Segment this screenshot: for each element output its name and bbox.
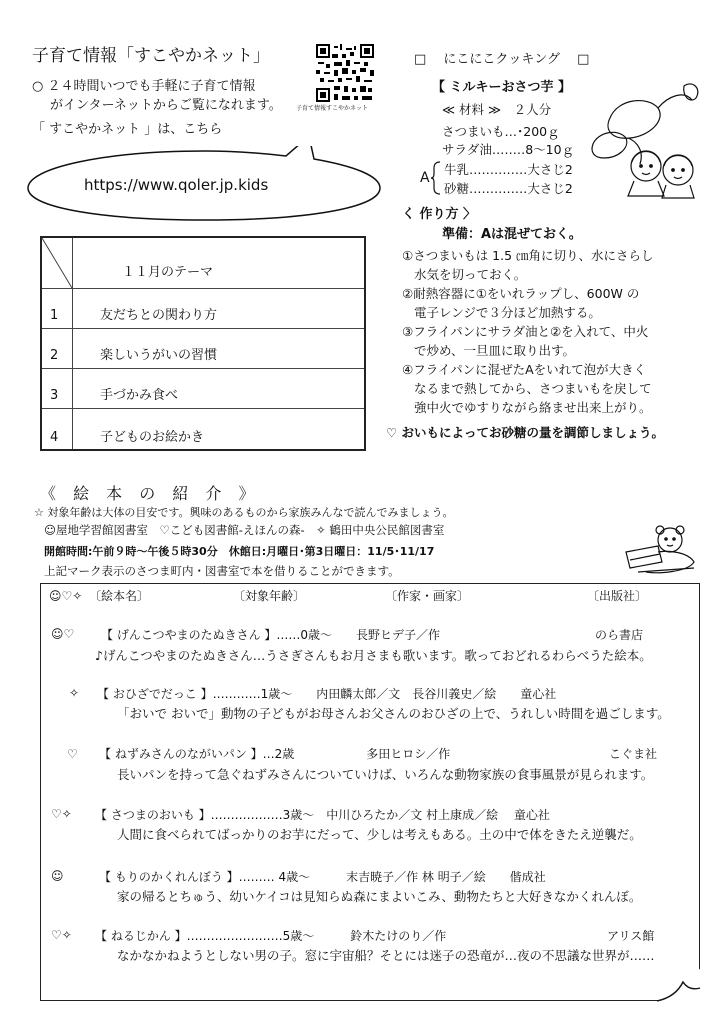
book-title-line: 【 おひざでだっこ 】…………1歳～ 内田麟太郎／文 長谷川義史／絵 童心社 bbox=[97, 687, 557, 701]
recipe-method-label: く 作り方 〉 bbox=[402, 207, 477, 222]
book-description: 長いパンを持って急ぐねずみさんについていけば、いろんな動物家族の食事風景が見られます。 bbox=[117, 767, 654, 782]
qr-code-icon[interactable] bbox=[316, 44, 374, 102]
kosodate-line1: ○ ２４時間いつでも手軽に子育て情報 bbox=[32, 79, 256, 94]
recipe-ingredient: 砂糖…………‥大さじ2 bbox=[444, 181, 573, 196]
book-marks: ✧ bbox=[69, 686, 80, 700]
book-title-line: 【 ねるじかん 】……………………5歳～ 鈴木たけのり／作 bbox=[95, 929, 447, 943]
recipe-ingredient: さつまいも…･200ｇ bbox=[442, 124, 560, 139]
theme-num: 4 bbox=[50, 430, 59, 445]
book-marks: ☺ bbox=[51, 869, 64, 883]
book-publisher: のら書店 bbox=[595, 628, 644, 642]
book-description: 人間に食べられてばっかりのお芋にだって、少しは考えもある。土の中で体をきたえ逆襲だ。 bbox=[117, 827, 642, 842]
recipe-note: ♡ おいもによってお砂糖の量を調節しましょう。 bbox=[386, 425, 665, 440]
theme-num: 3 bbox=[50, 388, 59, 403]
mark-note: 上記マーク表示のさつま町内・図書室で本を借りることができます。 bbox=[44, 564, 400, 578]
books-title: 《 絵 本 の 紹 介 》 bbox=[40, 484, 261, 503]
folded-corner bbox=[657, 968, 701, 1002]
recipe-ingredient: サラダ油……‥8～10ｇ bbox=[442, 142, 575, 157]
book-description: 「おいで おいで」動物の子どもがお母さんお父さんのおひざの上で、うれしい時間を過ごします。 bbox=[117, 706, 670, 721]
book-publisher: こぐま社 bbox=[609, 747, 658, 761]
book-header-publisher: 〔出版社〕 bbox=[587, 589, 648, 603]
book-marks: ♡✧ bbox=[51, 928, 72, 942]
recipe-ingredient: 牛乳…………‥大さじ2 bbox=[444, 162, 573, 177]
url-link[interactable]: https://www.qoler.jp.kids bbox=[84, 176, 269, 194]
recipe-step: ①さつまいもは 1.5 ㎝角に切り、水にさらし bbox=[402, 248, 654, 263]
book-header-age: 〔対象年齢〕 bbox=[233, 589, 306, 603]
theme-text: 手づかみ食べ bbox=[100, 388, 179, 403]
theme-row bbox=[42, 408, 364, 450]
table-corner-diagonal bbox=[42, 238, 72, 288]
book-title-line: 【 げんこつやまのたぬきさん 】……0歳～ 長野ヒデ子／作 bbox=[101, 628, 441, 642]
recipe-step: なるまで熱してから、さつまいもを戻して bbox=[414, 381, 652, 396]
theme-num: 2 bbox=[50, 348, 59, 363]
kosodate-line3: 「 すこやかネット 」は、こちら bbox=[32, 122, 223, 137]
theme-row bbox=[42, 368, 364, 409]
kosodate-title: 子育て情報「すこやかネット」 bbox=[32, 46, 270, 66]
book-description: なかなかねようとしない男の子。窓に宇宙船？そとには迷子の恐竜が…夜の不思議な世界が…… bbox=[117, 948, 655, 963]
kosodate-line2: がインターネットからご覧になれます。 bbox=[50, 98, 282, 113]
library-legend: ☺屋地学習館図書室 ♡こども図書館-えほんの森- ✧ 鶴田中央公民館図書室 bbox=[44, 523, 445, 537]
bear-reading-illustration bbox=[618, 522, 700, 580]
recipe-step: で炒め、一旦皿に取り出す。 bbox=[414, 343, 576, 358]
theme-text: 友だちとの関わり方 bbox=[100, 308, 218, 323]
recipe-heading: □ にこにこクッキング □ bbox=[414, 52, 590, 67]
recipe-step: ③フライパンにサラダ油と②を入れて、中火 bbox=[402, 324, 649, 339]
recipe-brace bbox=[430, 160, 442, 196]
recipe-name: 【 ミルキーおさつ芋 】 bbox=[432, 80, 572, 95]
book-description: 家の帰るとちゅう、幼いケイコは見知らぬ森にまよいこみ、動物たちと大好きなかくれんぼ。 bbox=[117, 889, 642, 904]
book-description: ♪げんこつやまのたぬきさん…うさぎさんもお月さまも歌います。歌っておどれるわらべうた絵本。 bbox=[95, 648, 652, 663]
book-marks: ☺♡ bbox=[51, 627, 75, 641]
recipe-step: ②耐熱容器に①をいれラップし、600W の bbox=[402, 286, 640, 301]
sweet-potato-illustration bbox=[588, 78, 708, 200]
book-title-line: 【 さつまのおいも 】………………3歳～ 中川ひろたか／文 村上康成／絵 童心社 bbox=[95, 808, 550, 822]
recipe-prep: 準備：Aは混ぜておく。 bbox=[442, 227, 582, 242]
book-header-author: 〔作家・画家〕 bbox=[385, 589, 470, 603]
theme-header: １１月のテーマ bbox=[122, 265, 214, 280]
book-title-line: 【 もりのかくれんぼう 】……… 4歳～ 末吉暁子／作 林 明子／絵 偕成社 bbox=[99, 870, 546, 884]
book-title-line: 【 ねずみさんのながいパン 】…2歳 多田ヒロシ／作 bbox=[99, 747, 451, 761]
recipe-ingredients-label: ≪ 材料 ≫ ２人分 bbox=[442, 102, 552, 117]
book-list-box bbox=[40, 583, 700, 1001]
theme-text: 楽しいうがいの習慣 bbox=[100, 348, 218, 363]
theme-text: 子どものお絵かき bbox=[100, 430, 205, 445]
theme-row bbox=[42, 328, 364, 369]
theme-table bbox=[40, 236, 366, 451]
theme-row bbox=[42, 288, 364, 329]
book-header-name: 〔絵本名〕 bbox=[89, 589, 150, 603]
recipe-step: 電子レンジで３分ほど加熱する。 bbox=[414, 305, 601, 320]
book-publisher: アリス館 bbox=[607, 929, 655, 943]
recipe-step: 水気を切っておく。 bbox=[414, 267, 527, 282]
book-marks: ♡✧ bbox=[51, 807, 72, 821]
book-marks: ♡ bbox=[67, 747, 78, 761]
recipe-step: 強中火でゆすりながら絡ませ出来上がり。 bbox=[414, 400, 652, 415]
recipe-step: ④フライパンに混ぜたAをいれて泡が大きく bbox=[402, 362, 647, 377]
theme-num: 1 bbox=[50, 308, 59, 323]
qr-caption: 子育て情報すこやかネット bbox=[296, 105, 369, 112]
books-intro: ☆ 対象年齢は大体の目安です。興味のあるものから家族みんなで読んでみましょう。 bbox=[34, 506, 454, 519]
book-header-marks: ☺♡✧ bbox=[49, 589, 83, 603]
library-hours: 開館時間:午前９時～午後５時30分 休館日:月曜日･第3日曜日：11/5･11/17 bbox=[44, 545, 435, 558]
recipe-a-mark: A bbox=[420, 170, 430, 186]
